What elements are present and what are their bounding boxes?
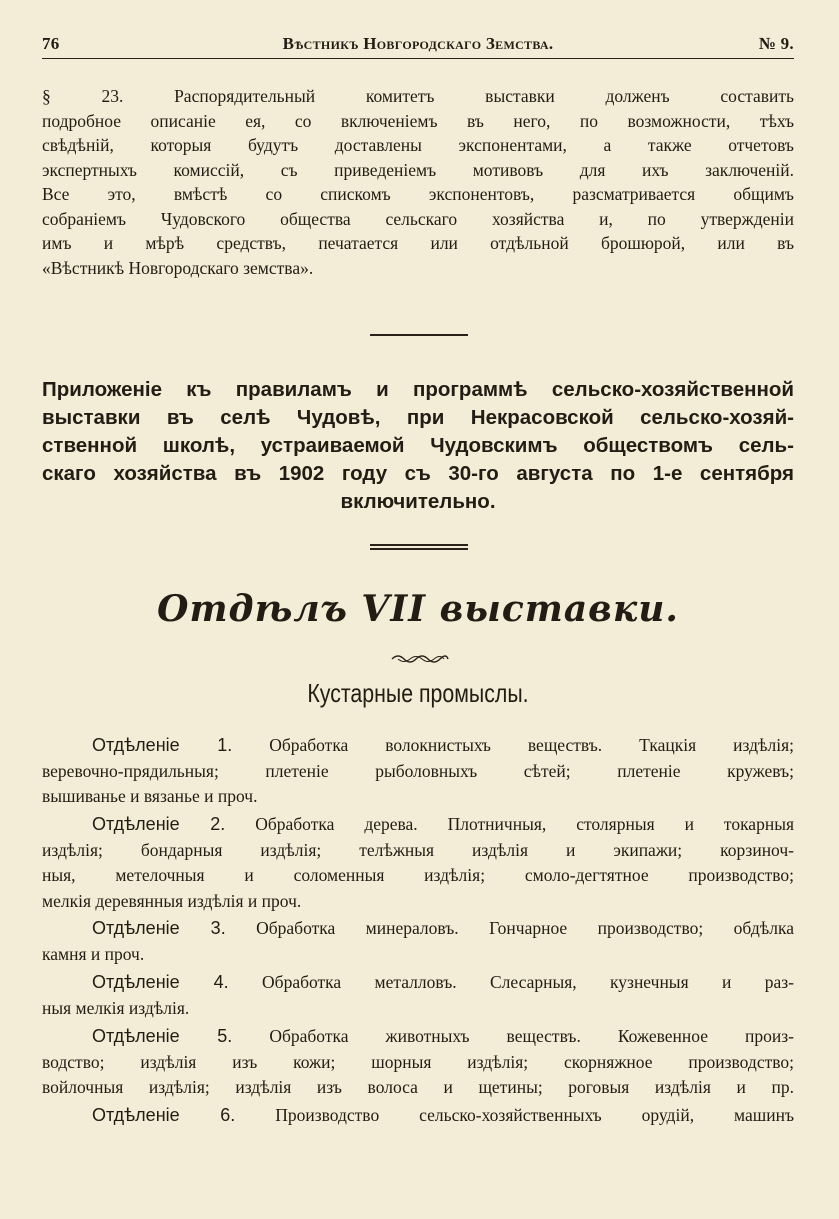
journal-title: Вѣстникъ Новгородскаго Земства. — [282, 34, 554, 53]
text-line: войлочныя издѣлія; издѣлія изъ волоса и щетины; роговыя издѣлія и пр. — [42, 1077, 794, 1097]
text-line: веревочно-прядильныя; плетеніе рыболовныхъ сѣтей; плетеніе кружевъ; — [42, 760, 794, 781]
text-line: Обработка металловъ. Слесарныя, кузнечныя и раз- — [262, 972, 794, 992]
text-line: Производство сельско-хозяйственныхъ орудій, машинъ — [275, 1105, 794, 1125]
department-label: Отдѣленіе 5. — [92, 1026, 233, 1046]
text-line: экспертныхъ комиссій, съ приведеніемъ мотивовъ для ихъ заключеній. — [42, 159, 794, 180]
text-line: ныя мелкія издѣлія. — [42, 997, 190, 1018]
heading-line: ственной школѣ, устраиваемой Чудовскимъ обществомъ сель- — [42, 434, 794, 457]
section-subtitle: Кустарные промыслы. — [307, 678, 529, 708]
ornament-divider — [390, 650, 450, 668]
separator-rule — [370, 334, 468, 336]
appendix-heading — [42, 376, 794, 516]
department-label: Отдѣленіе 3. — [92, 918, 226, 938]
text-line: издѣлія; бондарныя издѣлія; телѣжныя издѣлія и экипажи; корзиноч- — [42, 839, 794, 860]
text-line: ныя, метелочныя и соломенныя издѣлія; смоло-дегтятное производство; — [42, 865, 794, 885]
double-separator-rule — [370, 544, 468, 550]
running-header — [42, 28, 794, 59]
heading-line: скаго хозяйства въ 1902 году съ 30-го августа по 1-е сентября — [42, 462, 794, 485]
section-title: Отдѣлъ VII выставки. — [157, 588, 679, 630]
department-label: Отдѣленіе 6. — [92, 1105, 236, 1125]
text-line: имъ и мѣрѣ средствъ, печатается или отдѣльной брошюрой, или въ — [42, 233, 794, 253]
department-6 — [42, 1103, 794, 1129]
paragraph-23 — [42, 84, 794, 280]
department-label: Отдѣленіе 2. — [92, 814, 226, 834]
text-line: Все это, вмѣстѣ со спискомъ экспонентовъ, разсматривается общимъ — [42, 184, 794, 204]
text-line: собраніемъ Чудовского общества сельскаго хозяйства и, по утвержденіи — [42, 208, 794, 229]
text-line: водство; издѣлія изъ кожи; шорныя издѣлія; скорняжное производство; — [42, 1051, 794, 1072]
page-number: 76 — [42, 34, 60, 53]
department-3 — [42, 916, 794, 967]
department-label: Отдѣленіе 4. — [92, 972, 229, 992]
text-line: вышиванье и вязанье и проч. — [42, 786, 258, 806]
department-2 — [42, 812, 794, 914]
text-line: камня и проч. — [42, 943, 145, 964]
department-1 — [42, 733, 794, 810]
text-line: Обработка минераловъ. Гончарное производство; обдѣлка — [256, 918, 794, 938]
text-line: Обработка животныхъ веществъ. Кожевенное произ- — [269, 1026, 794, 1046]
heading-line: включительно. — [340, 490, 496, 513]
heading-line: выставки въ селѣ Чудовѣ, при Некрасовской сельско-хозяй- — [42, 406, 794, 429]
issue-number: № 9. — [758, 34, 794, 53]
department-5 — [42, 1024, 794, 1101]
department-label: Отдѣленіе 1. — [92, 735, 233, 755]
text-line: Обработка волокнистыхъ веществъ. Ткацкія издѣлія; — [269, 735, 794, 755]
text-line: Обработка дерева. Плотничныя, столярныя и токарныя — [255, 814, 794, 834]
text-line: «Вѣстникѣ Новгородскаго земства». — [42, 257, 314, 278]
text-line: § 23. Распорядительный комитетъ выставки долженъ составить — [42, 86, 794, 106]
text-line: свѣдѣній, которыя будутъ доставлены экспонентами, а также отчетовъ — [42, 135, 794, 155]
text-line: подробное описаніе ея, со включеніемъ въ него, по возможности, тѣхъ — [42, 110, 794, 131]
department-4 — [42, 970, 794, 1021]
text-line: мелкія деревянныя издѣлія и проч. — [42, 890, 302, 911]
heading-line: Приложеніе къ правиламъ и программѣ сельско-хозяйственной — [42, 378, 794, 401]
